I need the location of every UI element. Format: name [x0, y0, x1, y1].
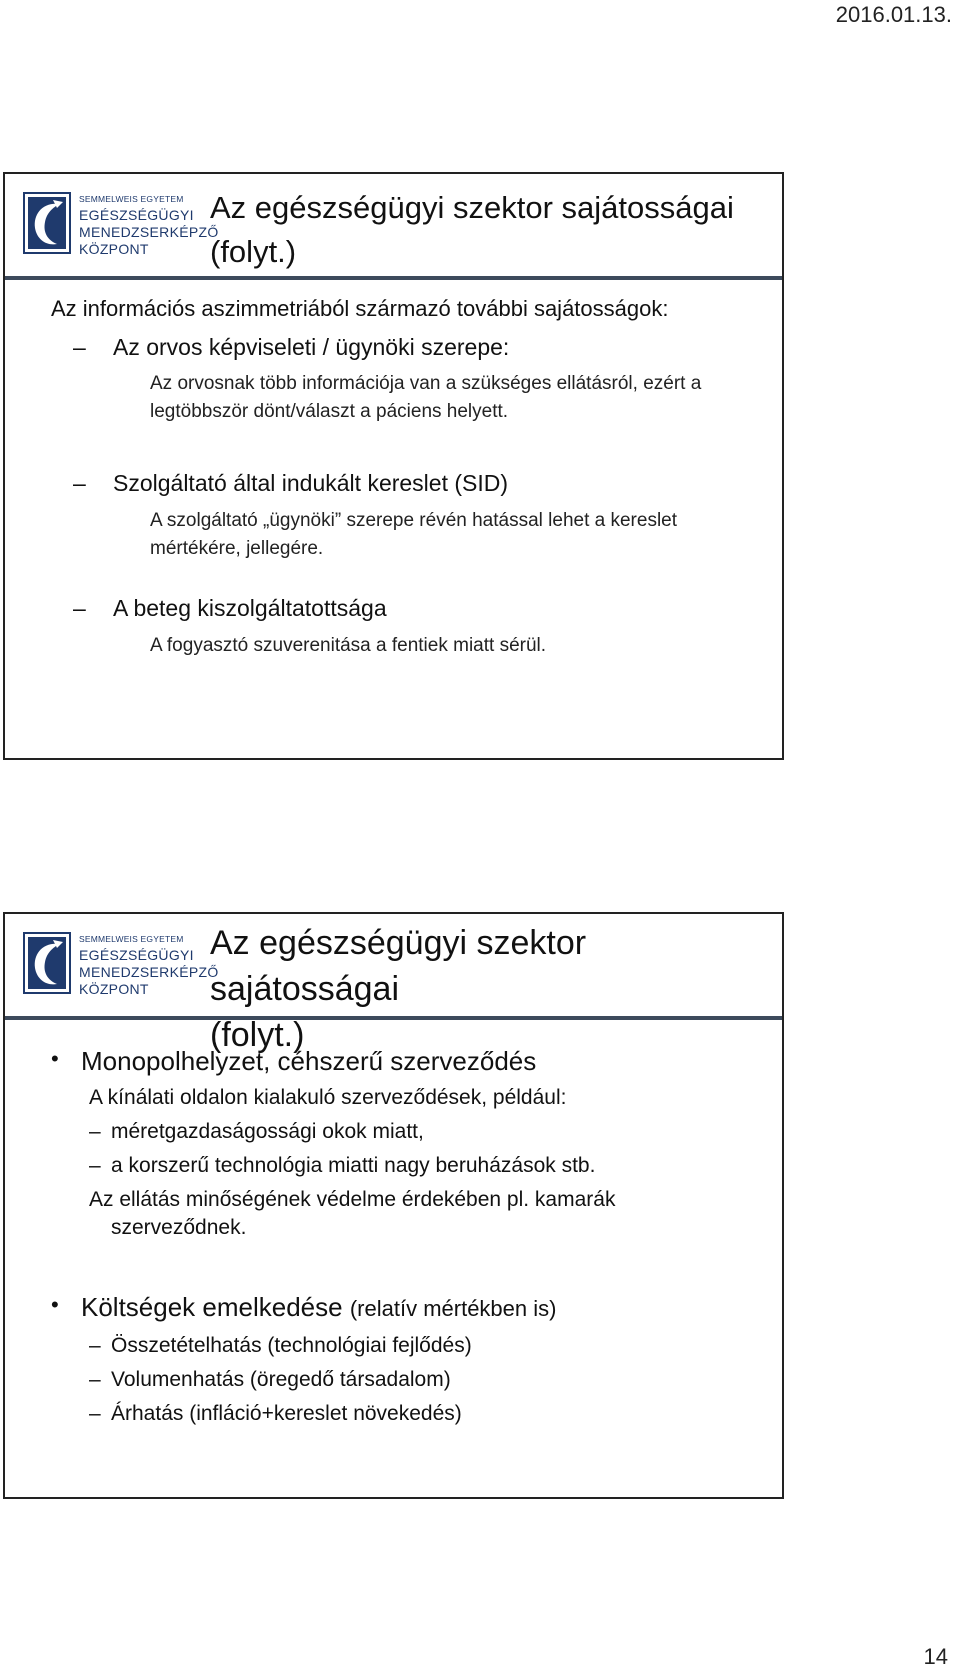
dash-text: a korszerű technológia miatti nagy beruházások stb.	[111, 1154, 596, 1177]
dash-text: méretgazdaságossági okok miatt,	[111, 1120, 424, 1143]
bullet-note-text: (relatív mértékben is)	[349, 1296, 557, 1321]
slide-title-line-1: Az egészségügyi szektor sajátosságai	[210, 190, 734, 225]
dash-marker: –	[89, 1368, 101, 1391]
slide-title-line-2: (folyt.)	[210, 234, 297, 269]
slide-1	[3, 172, 784, 760]
logo-text	[79, 935, 219, 996]
dash-item	[89, 1368, 451, 1392]
slide-title-line-2: (folyt.)	[210, 1016, 305, 1054]
dash-item	[89, 1120, 424, 1144]
slide-header	[5, 914, 782, 1054]
logo-line-4: KÖZPONT	[79, 240, 149, 257]
bullet-main-text: Költségek emelkedése	[81, 1292, 343, 1322]
dash-text: Árhatás (infláció+kereslet növekedés)	[111, 1402, 462, 1425]
detail-text: mértékére, jellegére.	[150, 538, 324, 559]
logo-emblem-icon	[23, 192, 71, 254]
slide-header	[5, 174, 782, 280]
slide-title-line-1: Az egészségügyi szektor sajátosságai	[210, 924, 587, 1008]
sub-heading	[73, 334, 510, 361]
bullet-dot-icon: •	[51, 1046, 59, 1071]
logo-line-1: SEMMELWEIS EGYETEM	[79, 194, 184, 204]
sub-heading	[73, 595, 387, 622]
university-logo	[23, 192, 219, 262]
university-logo	[23, 932, 219, 1002]
body-text: szerveződnek.	[111, 1216, 247, 1239]
logo-line-3: MENEDZSERKÉPZŐ	[79, 223, 219, 240]
sub-heading	[73, 470, 509, 497]
dash-marker: –	[73, 334, 86, 360]
bullet-text: Monopolhelyzet, céhszerű szerveződés	[81, 1046, 537, 1076]
logo-line-3: MENEDZSERKÉPZŐ	[79, 963, 219, 980]
bullet-text	[81, 1292, 556, 1323]
slide-title	[210, 186, 775, 274]
intro-text: Az információs aszimmetriából származó további sajátosságok:	[51, 296, 669, 321]
detail-text: A fogyasztó szuverenitása a fentiek miatt sérül.	[150, 635, 547, 656]
sub-heading-text: Szolgáltató által indukált kereslet (SID)	[113, 470, 509, 496]
dash-item	[89, 1154, 595, 1178]
slide-title	[210, 920, 775, 1058]
detail-text: legtöbbször dönt/választ a páciens helyett.	[150, 401, 509, 422]
detail-text: A szolgáltató „ügynöki” szerepe révén hatással lehet a kereslet	[150, 510, 678, 531]
dash-marker: –	[89, 1154, 101, 1177]
dash-marker: –	[73, 470, 86, 496]
dash-marker: –	[89, 1334, 101, 1357]
logo-line-2: EGÉSZSÉGÜGYI	[79, 206, 194, 223]
slide-2	[3, 912, 784, 1499]
dash-marker: –	[89, 1402, 101, 1425]
logo-line-2: EGÉSZSÉGÜGYI	[79, 946, 194, 963]
detail-text: Az orvosnak több információja van a szükséges ellátásról, ezért a	[150, 373, 702, 394]
dash-text: Összetételhatás (technológiai fejlődés)	[111, 1334, 472, 1357]
logo-text	[79, 195, 219, 256]
bullet-dot-icon: •	[51, 1292, 59, 1317]
dash-text: Volumenhatás (öregedő társadalom)	[111, 1368, 451, 1391]
sub-heading-text: Az orvos képviseleti / ügynöki szerepe:	[113, 334, 510, 360]
page-number: 14	[923, 1644, 948, 1669]
dash-marker: –	[89, 1120, 101, 1143]
body-text: A kínálati oldalon kialakuló szerveződések, például:	[89, 1086, 567, 1109]
page-date: 2016.01.13.	[835, 2, 952, 27]
logo-line-4: KÖZPONT	[79, 980, 149, 997]
logo-line-1: SEMMELWEIS EGYETEM	[79, 934, 184, 944]
dash-item	[89, 1334, 472, 1358]
logo-emblem-icon	[23, 932, 71, 994]
dash-marker: –	[73, 595, 86, 621]
dash-item	[89, 1402, 462, 1426]
body-text: Az ellátás minőségének védelme érdekében pl. kamarák	[89, 1188, 616, 1211]
sub-heading-text: A beteg kiszolgáltatottsága	[113, 595, 387, 621]
